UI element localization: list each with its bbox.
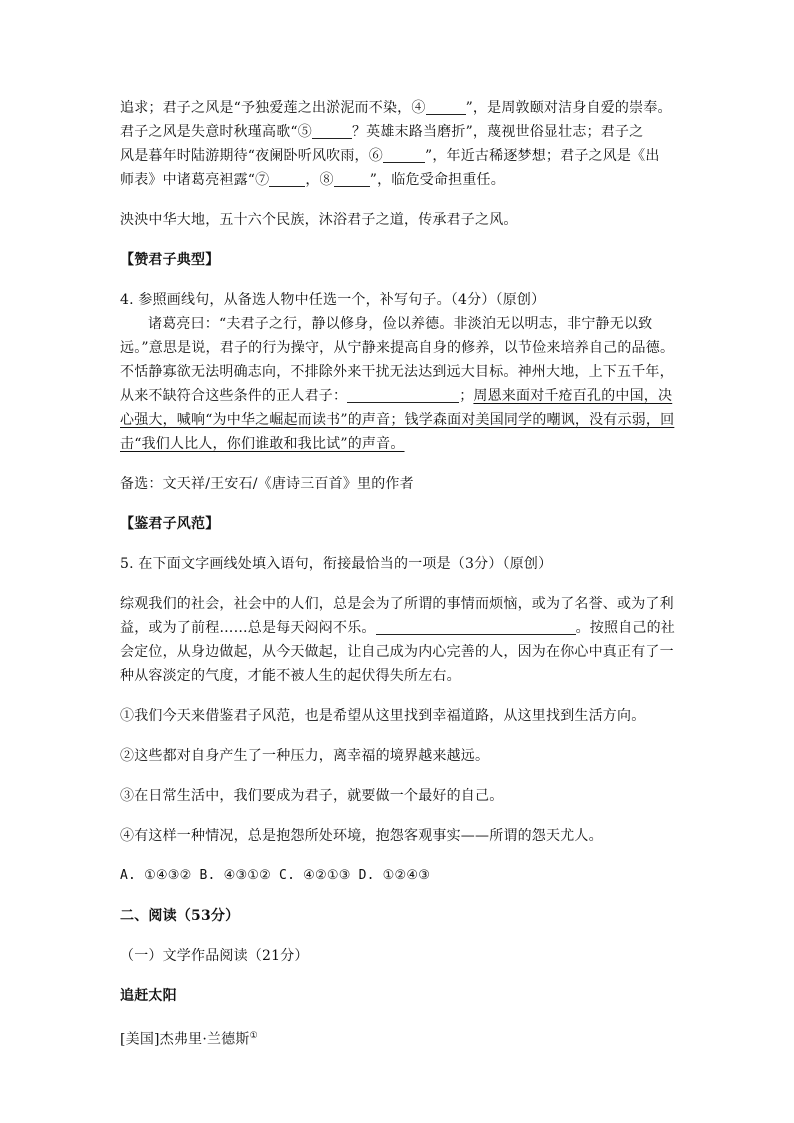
question-4-options: 备选：文天祥/王安石/《唐诗三百首》里的作者 (120, 476, 414, 492)
text: ？英雄末路当磨折”，蔑视世俗显壮志；君子之 (351, 124, 644, 140)
text: ”，是周敦颐对洁身自爱的崇奉。 (465, 100, 672, 116)
text: ； (459, 388, 474, 404)
text: 风是暮年时陆游期待“夜阑卧听风吹雨，⑥ (120, 148, 383, 164)
question-4-passage (120, 312, 676, 456)
subsection-heading: （一）文学作品阅读（21分） (120, 948, 309, 964)
article-author (120, 1024, 676, 1052)
text: 追求；君子之风是“予独爱莲之出淤泥而不染，④ (120, 100, 426, 116)
question-4-stem: 4. 参照画线句，从备选人物中任选一个，补写句子。（4分）（原创） (120, 292, 546, 308)
sentence-option-3: ③在日常生活中，我们要成为君子，就要做一个最好的自己。 (120, 788, 504, 804)
sentence-option-1: ①我们今天来借鉴君子风范，也是希望从这里找到幸福道路，从这里找到生活方向。 (120, 708, 646, 724)
article-title: 追赶太阳 (120, 988, 177, 1004)
text: 师表》中诸葛亮袒露“⑦ (120, 172, 270, 188)
text: 。按照自己的社会定位，从身边做起，从今天做起，让自己成为内心完善的人，因为在你心中真正有了一种从容淡定的气度，才能不被人生的起伏得失所左右。 (120, 620, 676, 684)
text: ”，年近古稀逐梦想；君子之风是《出 (424, 148, 660, 164)
answer-blank-4[interactable] (426, 98, 466, 115)
sentence-option-2: ②这些都对自身产生了一种压力，离幸福的境界越来越远。 (120, 748, 490, 764)
answer-choices: A. ①④③② B. ④③①② C. ④②①③ D. ①②④③ (120, 868, 431, 883)
part-heading-reading: 二、阅读（53分） (120, 908, 240, 924)
section-heading-style: 【鉴君子风范】 (120, 516, 220, 532)
answer-blank-q5[interactable] (376, 618, 576, 635)
answer-blank-5[interactable] (312, 122, 352, 139)
author-name: [美国]杰弗里·兰德斯 (120, 1031, 250, 1048)
text: 君子之风是失意时秋瑾高歌“⑤ (120, 124, 312, 140)
text: 综观我们的社会，社会中的人们，总是会为了所谓的事情而烦恼，或为了名誉、或为了利益，或为了前程……总是每天闷闷不乐。 (120, 596, 674, 636)
section-heading-praise: 【赞君子典型】 (120, 252, 220, 268)
sentence-option-4: ④有这样一种情况，总是抱怨所处环境，抱怨客观事实——所谓的怨天尤人。 (120, 828, 603, 844)
answer-blank-7[interactable] (269, 170, 305, 187)
text: 诸葛亮曰：“夫君子之行，静以修身，俭以养德。非淡泊无以明志，非宁静无以致远。”意思是说，君子的行为操守，从宁静来提高自身的修养，以节俭来培养自己的品德。不恬静寡欲无法明确志向，不排除外来干扰无法达到远大目标。神州大地，上下五千年，从来不缺符合这些条件的正人君子： (120, 316, 675, 404)
paragraph-closing: 泱泱中华大地，五十六个民族，沐浴君子之道，传承君子之风。 (120, 212, 518, 228)
text: ，⑧ (305, 172, 334, 188)
answer-blank-6[interactable] (383, 146, 425, 163)
underlined-model-sentence: 周恩来面对千疮百孔的中国，决心强大，喊响“为中华之崛起而读书”的声音；钱学森面对美国同学的嘲讽，没有示弱，回击“我们人比人，你们谁敢和我比试”的声音。 (120, 388, 675, 452)
answer-blank-8[interactable] (334, 170, 370, 187)
footnote-marker[interactable]: ① (249, 1031, 258, 1041)
question-5-passage (120, 592, 676, 688)
text: ”，临危受命担重任。 (369, 172, 505, 188)
document-page (120, 96, 676, 1052)
answer-blank-q4[interactable] (347, 386, 459, 403)
question-5-stem: 5. 在下面文字画线处填入语句，衔接最恰当的一项是（3分）（原创） (120, 556, 553, 572)
paragraph-junzi-wind (120, 96, 676, 192)
